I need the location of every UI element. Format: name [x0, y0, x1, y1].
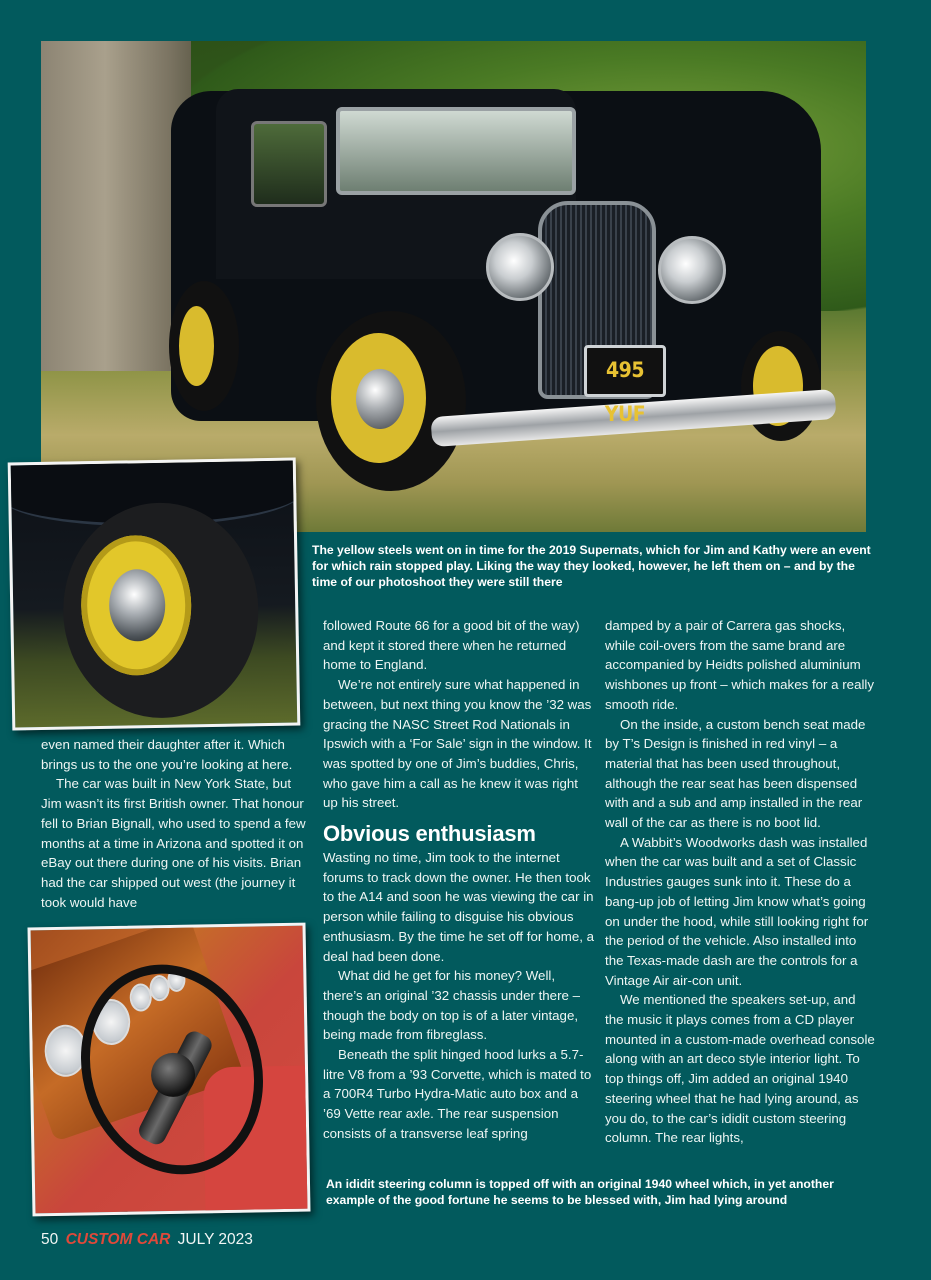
text-column-1	[41, 735, 313, 912]
car-wheel-front-left	[316, 311, 466, 491]
inset-photo-wheel	[8, 458, 301, 731]
headlamp-right	[658, 236, 726, 304]
paragraph: What did he get for his money? Well, there’s an original ’32 chassis under there – though the body on top is of a later vintage, being made from fibreglass.	[323, 968, 580, 1043]
paragraph: We’re not entirely sure what happened in between, but next thing you know the ’32 was gracing the NASC Street Rod Nationals in Ipswich with a ‘For Sale’ sign in the window. It was spotted by one of Jim’s buddies, Chris, who gave him a call as he knew it was right up his street.	[323, 677, 592, 811]
hero-photo-car	[41, 41, 866, 532]
headlamp-left	[486, 233, 554, 301]
paragraph: The car was built in New York State, but Jim wasn’t its first British owner. That honour fell to Brian Bignall, who used to spend a few months at a time in Arizona and spotted it on eBay out there during one of his visits. Brian had the car shipped out west (the journey it took would have	[41, 776, 306, 910]
page-number: 50	[41, 1231, 59, 1248]
car-wheel-rear	[169, 281, 239, 411]
inset-photo-interior	[27, 923, 310, 1217]
license-plate: 495 YUF	[584, 345, 666, 397]
photo-caption-top: The yellow steels went on in time for the 2019 Supernats, which for Jim and Kathy were an event for which rain stopped play. Liking the way they looked, however, he left them on – and by the time of our photoshoot they were still there	[312, 543, 871, 589]
subheading: Obvious enthusiasm	[323, 821, 536, 847]
car-windscreen	[336, 107, 576, 195]
photo-caption-bottom: An ididit steering column is topped off with an original 1940 wheel which, in yet another example of the good fortune he seems to be blessed with, Jim had lying around	[326, 1177, 834, 1207]
paragraph: Wasting no time, Jim took to the internet forums to track down the owner. He then took to the A14 and soon he was viewing the car in person while failing to disguise his obvious enthusiasm. By the time he set off for home, a deal had been done.	[323, 850, 595, 964]
paragraph: damped by a pair of Carrera gas shocks, while coil-overs from the same brand are accompanied by Heidts polished aluminium wishbones up front – which makes for a really smooth ride.	[605, 618, 875, 712]
paragraph: A Wabbit’s Woodworks dash was installed when the car was built and a set of Classic Industries gauges sunk into it. These do a bang-up job of letting Jim know what’s going on under the hood, while still looking right for the period of the vehicle. Also installed into the Texas-made dash are the controls for a Vintage Air air-con unit.	[605, 834, 869, 988]
page-footer	[41, 1231, 253, 1249]
magazine-name: CUSTOM CAR	[65, 1231, 171, 1248]
paragraph: We mentioned the speakers set-up, and the music it plays comes from a CD player mounted in a custom-made overhead console along with an art deco style interior light. To top things off, Jim added an original 1940 steering wheel that he had lying around, as you do, to the car’s ididit custom steering column. The rear lights,	[605, 992, 875, 1146]
car-side-window	[251, 121, 327, 207]
paragraph: Beneath the split hinged hood lurks a 5.7-litre V8 from a ’93 Corvette, which is mated to a 700R4 Turbo Hydra-Matic auto box and a ’69 Vette rear axle. The rear suspension consists of a transverse leaf spring	[323, 1047, 592, 1141]
paragraph: even named their daughter after it. Which brings us to the one you’re looking at here.	[41, 737, 293, 772]
paragraph: On the inside, a custom bench seat made by T’s Design is finished in red vinyl – a material that has been used throughout, although the rear seat has been dispensed with and a sub and amp installed in the rear wall of the car as there is no boot lid.	[605, 716, 866, 831]
issue-date: JULY 2023	[177, 1231, 253, 1248]
text-column-2	[323, 616, 595, 1144]
text-column-3	[605, 616, 877, 1148]
paragraph: followed Route 66 for a good bit of the way) and kept it stored there when he returned home to England.	[323, 618, 580, 673]
